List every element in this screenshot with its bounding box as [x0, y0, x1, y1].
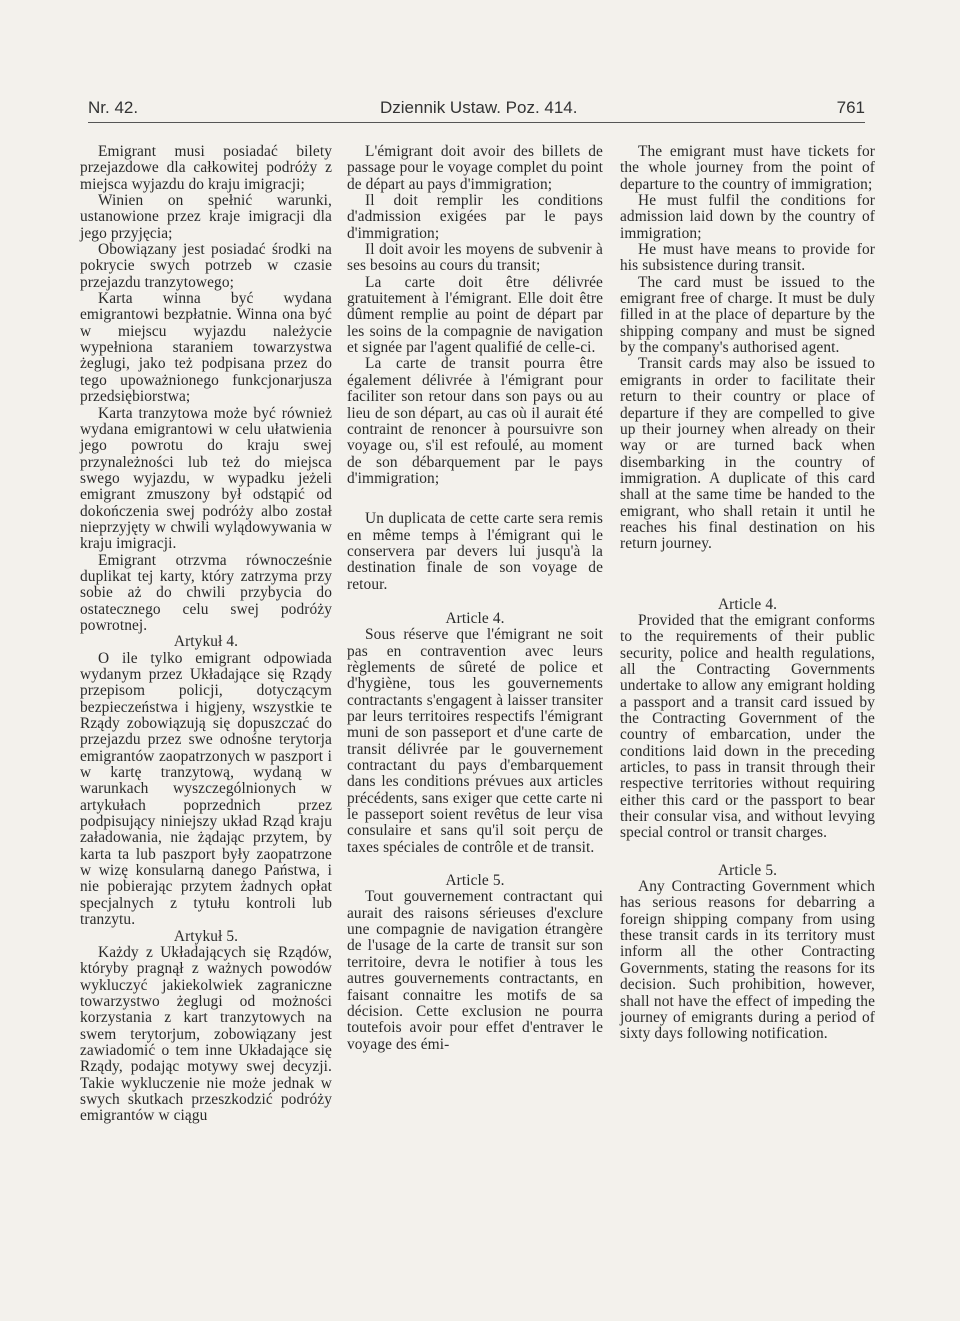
- page-header: [88, 96, 865, 123]
- french-paragraph: Il doit avoir les moyens de subvenir à ses besoins au cours du transit;: [347, 241, 603, 275]
- polish-paragraph: Obowiązany jest posiadać środki na pokrycie swych potrzeb w czasie przejazdu tranzytowego;: [80, 241, 332, 291]
- polish-paragraph: Emigrant musi posiadać bilety przejazdowe dla całkowitej podróży z miejsca wyjazdu do kraju imigracji;: [80, 143, 332, 193]
- page-number: 761: [836, 98, 865, 117]
- polish-article-5-heading: Artykuł 5.: [173, 927, 239, 945]
- english-paragraph: He must have means to provide for his subsistence during transit.: [620, 241, 875, 275]
- polish-article-4-heading: Artykuł 4.: [173, 633, 239, 651]
- english-paragraph: He must fulfil the conditions for admission laid down by the country of immigration;: [620, 192, 875, 242]
- french-paragraph: La carte de transit pourra être également délivrée à l'émigrant pour faciliter son retour dans son pays ou au lieu de son départ, au cas où il aurait été contraint de renoncer à poursuivre son voyage ou, s'il est refoulé, au moment de son débarquement par le pays d'immigration;: [347, 355, 603, 487]
- french-paragraph: Un duplicata de cette carte sera remis en même temps à l'émigrant qui le conservera par devers lui jusqu'à la destination finale de son voyage de retour.: [347, 510, 603, 593]
- polish-article-4-text: O ile tylko emigrant odpowiada wydanym przez Układające się Rządy przepisom policji, dotyczącym bezpieczeństwa i higjeny, wszystkie te Rządy zobowiązują się dopuszczać do przejazdu przez swe odnośne terytorja emigrantów zaopatrzonych w paszport i w kartę tranzytową, wydaną w warunkach wyszczególnionych w artykułach poprzednich przez podpisujący niniejszy układ Rząd kraju załadowania, nie żądając przytem, by karta ta lub paszport były zaopatrzone w wizę konsularną danego Państwa, i nie pobierając przytem żadnych opłat specjalnych z tytułu kontroli lub tranzytu.: [80, 649, 332, 929]
- polish-column: [80, 144, 332, 1125]
- polish-paragraph: Karta tranzytowa może być również wydana emigrantowi w celu ułatwienia jego powrotu do kraju swej przynależności lub też do miejsca swego wyjazdu, w wypadku jeżeli emigrant zmuszony był odstąpić od dokończenia swej podróży albo został nieprzyjęty w chwili wylądowywania w kraju imigracji.: [80, 404, 332, 553]
- english-column: [620, 144, 875, 1043]
- french-column: [347, 144, 603, 1053]
- english-article-5-heading: Article 5.: [717, 861, 778, 879]
- english-paragraph: The card must be issued to the emigrant free of charge. It must be duly filled in at the place of departure by the shipping company and must be signed by the company's authorised agent.: [620, 273, 875, 357]
- english-article-5-text: Any Contracting Government which has serious reasons for debarring a foreign shipping company from using these transit cards in its territory must inform all the other Contracting Governments, stating the reasons for its decision. Such prohibition, however, shall not have the effect of impeding the journey of emigrants during a period of sixty days following notification.: [620, 878, 875, 1043]
- english-article-4-text: Provided that the emigrant conforms to the requirements of their public security, police and health regulations, all the Contracting Governments undertake to allow any emigrant holding a passport and a transit card issued by the Contracting Government of the country of embarcation, under the conditions laid down in the preceding articles, to pass in transit through their respective territories without requiring either this card or the passport to bear their consular visa, and without levying special control or transit charges.: [620, 611, 875, 842]
- polish-paragraph: Emigrant otrzvma równocześnie duplikat tej karty, który zatrzyma przy sobie aż do chwili przybycia do ostatecznego celu swej podróży powrotnej.: [80, 551, 332, 634]
- french-article-4-text: Sous réserve que l'émigrant ne soit pas en contravention avec leurs règlements de sûreté de police et d'hygiène, tous les gouvernements contractants s'engagent à laisser transiter par leurs territoires respectifs l'émigrant muni de son passeport et d'une carte de transit délivrée par le gouvernement contractant du pays d'embarquement dans les conditions prévues aux articles précédents, sans exiger que cette carte ni le passeport soient revêtus de leur visa consulaire et sans qu'il soit perçu de taxes spéciales de contrôle et de transit.: [347, 626, 603, 856]
- polish-paragraph: Winien on spełnić warunki, ustanowione przez kraje imigracji dla jego przyjęcia;: [80, 192, 332, 242]
- english-paragraph: The emigrant must have tickets for the whole journey from the point of departure to the country of immigration;: [620, 143, 875, 193]
- french-paragraph: L'émigrant doit avoir des billets de passage pour le voyage complet du point de départ au pays d'immigration;: [347, 143, 603, 193]
- spacer: [347, 856, 603, 873]
- polish-paragraph: Karta winna być wydana emigrantowi bezpłatnie. Winna ona być w miejscu wyjazdu należycie wypełniona staraniem towarzystwa żeglugi, jako też podpisana przez do tego upoważnionego funkcjonarjusza przedsiębiorstwa;: [80, 290, 332, 406]
- issue-number: Nr. 42.: [88, 98, 139, 117]
- polish-article-5-text: Każdy z Układających się Rządów, któryby pragnął z ważnych powodów wykluczyć jakiekolwiek zagraniczne towarzystwo żeglugi od możności korzystania z kart tranzytowych na swem terytorjum, zobowiązany jest zawiadomić o tem inne Układające się Rządy, podając motywy swej decyzji. Takie wykluczenie nie może jednak w swych skutkach przeszkodzić podróży emigrantów w ciągu: [80, 943, 332, 1125]
- spacer: [347, 487, 603, 511]
- french-article-5-heading: Article 5.: [445, 872, 505, 890]
- english-article-4-heading: Article 4.: [717, 595, 778, 613]
- journal-title: Dziennik Ustaw. Poz. 414.: [380, 98, 578, 117]
- french-article-4-heading: Article 4.: [445, 609, 505, 627]
- spacer: [620, 553, 875, 597]
- french-article-5-text: Tout gouvernement contractant qui aurait des raisons sérieuses d'exclure une compagnie de navigation étrangère de l'usage de la carte de transit sur son territoire, devra le notifier à tous les autres gouvernements contractants, en faisant connaitre les motifs de sa décision. Cette exclusion ne pourra toutefois avoir pour effet d'entraver le voyage des émi-: [347, 888, 603, 1053]
- french-paragraph: La carte doit être délivrée gratuitement à l'émigrant. Elle doit être dûment remplie au point de départ par les soins de la compagnie de navigation et signée par l'agent qualifié de celle-ci.: [347, 273, 603, 357]
- french-paragraph: Il doit remplir les conditions d'admission exigées par le pays d'immigration;: [347, 192, 603, 242]
- english-paragraph: Transit cards may also be issued to emigrants in order to facilitate their return to their country or place of departure if they are compelled to give up their journey when already on their way or are turned back when disembarking in the country of immigration. A duplicate of this card shall at the same time be handed to the emigrant, who shall retain it until he reaches his final destination on his return journey.: [620, 355, 875, 553]
- spacer: [620, 842, 875, 863]
- spacer: [347, 593, 603, 611]
